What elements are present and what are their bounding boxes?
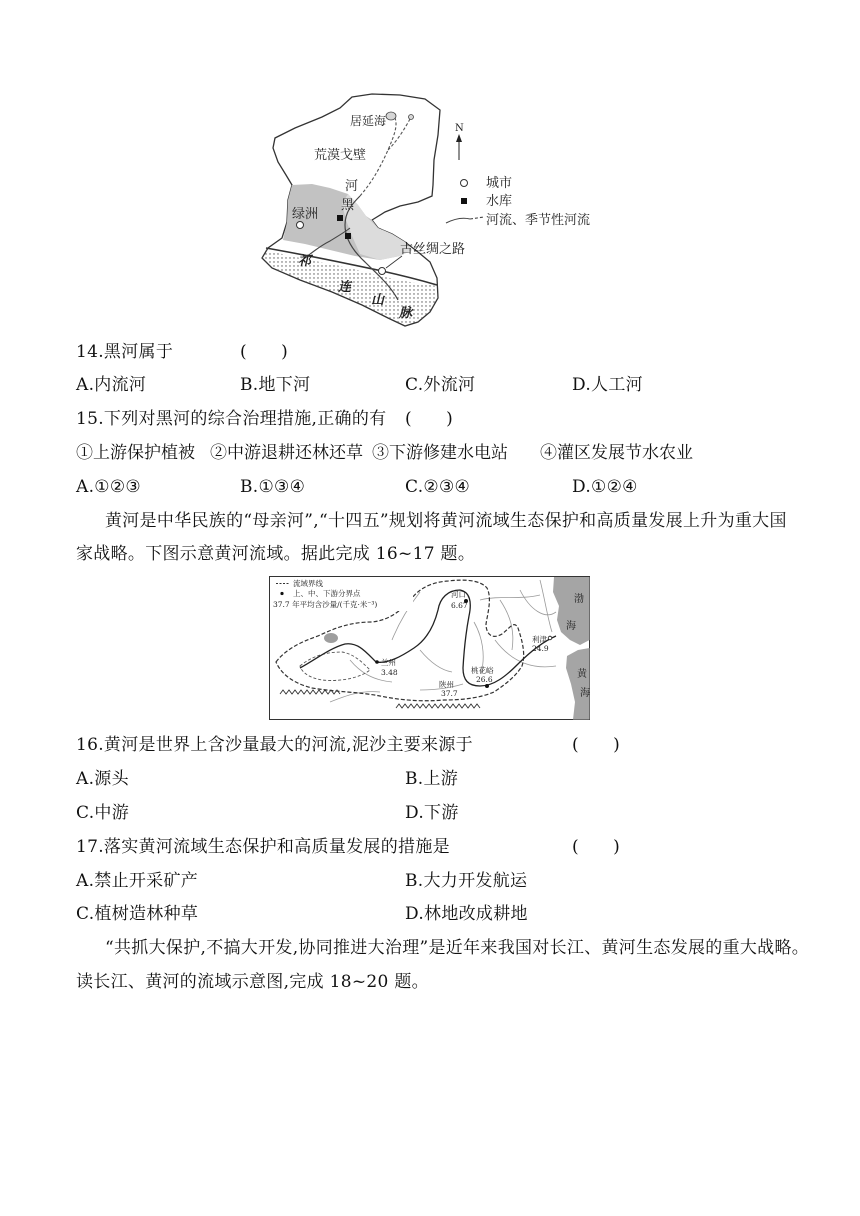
q17-option-d: D.林地改成耕地 [405, 904, 528, 924]
passage1-line2: 家战略。下图示意黄河流域。据此完成 16~17 题。 [76, 544, 476, 564]
label-oasis: 绿洲 [292, 207, 319, 222]
label-lian: 连 [338, 280, 352, 295]
juyanhai-lake [386, 112, 396, 120]
station-lijin-name: 利津 [532, 635, 547, 644]
yellow-river-basin-map [269, 576, 591, 721]
station-lanzhou-dot [375, 660, 379, 664]
station-lanzhou-name: 兰州 [381, 658, 396, 667]
q15-answer-bracket: ( ) [405, 409, 454, 429]
reservoir-marker [345, 233, 351, 239]
sea-label-bohai-2: 海 [566, 621, 576, 632]
station-lijin-dot [548, 636, 552, 640]
legend-divide-point-icon [280, 592, 283, 595]
legend-divide-point-label: 上、中、下游分界点 [293, 589, 361, 598]
passage1-line1: 黄河是中华民族的“母亲河”,“十四五”规划将黄河流域生态保护和高质量发展上升为重大国 [105, 511, 787, 531]
q16-option-c: C.中游 [76, 803, 130, 823]
q16-answer-bracket: ( ) [572, 735, 621, 755]
station-taohuayu-name: 桃花峪 [471, 666, 494, 675]
q14-stem: 14.黑河属于 [76, 342, 174, 362]
label-he: 河 [345, 179, 359, 194]
q15-statement-1: ①上游保护植被 [76, 443, 195, 463]
label-juyanhai: 居延海 [350, 114, 387, 128]
q16-option-b: B.上游 [405, 769, 459, 789]
q15-option-c: C.②③④ [405, 477, 471, 497]
station-hekou-name: 河口 [451, 590, 466, 599]
north-arrow-icon [455, 123, 464, 160]
q17-stem: 17.落实黄河流域生态保护和高质量发展的措施是 [76, 837, 450, 857]
label-silk-road: 古丝绸之路 [400, 242, 466, 257]
q14-answer-bracket: ( ) [240, 342, 289, 362]
q14-option-b: B.地下河 [240, 375, 311, 395]
station-taohuayu-value: 26.6 [476, 675, 493, 684]
station-lanzhou-value: 3.48 [381, 668, 398, 677]
sea-label-huanghai-1: 黄 [577, 669, 587, 680]
legend-river-label: 河流、季节性河流 [486, 213, 591, 228]
reservoir-marker [337, 215, 343, 221]
q14-option-c: C.外流河 [405, 375, 476, 395]
qinghai-lake [324, 633, 338, 643]
q17-option-c: C.植树造林种草 [76, 904, 199, 924]
q16-option-d: D.下游 [405, 803, 459, 823]
sea-label-bohai-1: 渤 [574, 594, 584, 605]
legend-city-label: 城市 [486, 176, 513, 191]
legend-city-icon [461, 180, 468, 187]
lake-small [409, 115, 414, 120]
city-marker [297, 222, 304, 229]
legend-reservoir-icon [461, 198, 467, 204]
station-taohuayu-dot [485, 684, 489, 688]
station-hekou-value: 6.67 [451, 601, 468, 610]
q16-option-a: A.源头 [76, 769, 129, 789]
label-qi: 祁 [298, 254, 312, 269]
q15-statement-2: ②中游退耕还林还草 [210, 443, 363, 463]
q15-stem: 15.下列对黑河的综合治理措施,正确的有 [76, 409, 387, 429]
label-mai: 脉 [399, 306, 413, 321]
q17-option-a: A.禁止开采矿产 [76, 871, 199, 891]
station-shanzhou-value: 37.7 [441, 689, 458, 698]
legend-reservoir-label: 水库 [486, 194, 513, 209]
label-shan: 山 [371, 293, 385, 308]
q15-statement-3: ③下游修建水电站 [372, 443, 508, 463]
q15-option-b: B.①③④ [240, 477, 306, 497]
north-label: N [455, 123, 464, 134]
legend-boundary-label: 流域界线 [293, 579, 323, 588]
label-hei: 黑 [341, 198, 355, 213]
q15-option-a: A.①②③ [76, 477, 141, 497]
q15-statement-4: ④灌区发展节水农业 [540, 443, 693, 463]
q14-option-d: D.人工河 [572, 375, 643, 395]
q17-option-b: B.大力开发航运 [405, 871, 528, 891]
station-lijin-value: 24.9 [532, 644, 549, 653]
q16-stem: 16.黄河是世界上含沙量最大的河流,泥沙主要来源于 [76, 735, 473, 755]
city-marker [379, 268, 386, 275]
sea-label-huanghai-2: 海 [580, 688, 590, 699]
label-desert: 荒漠戈壁 [314, 148, 367, 163]
q14-option-a: A.内流河 [76, 375, 147, 395]
q17-answer-bracket: ( ) [572, 837, 621, 857]
heihe-basin-map [255, 88, 610, 335]
legend-sediment-label: 37.7 年平均含沙量/(千克·米⁻³) [273, 600, 378, 609]
passage2-line2: 读长江、黄河的流域示意图,完成 18~20 题。 [76, 972, 429, 992]
passage2-line1: “共抓大保护,不搞大开发,协同推进大治理”是近年来我国对长江、黄河生态发展的重大战略。 [105, 938, 810, 958]
legend-river-icon [446, 217, 484, 223]
q15-option-d: D.①②④ [572, 477, 638, 497]
station-shanzhou-name: 陕州 [439, 680, 454, 689]
